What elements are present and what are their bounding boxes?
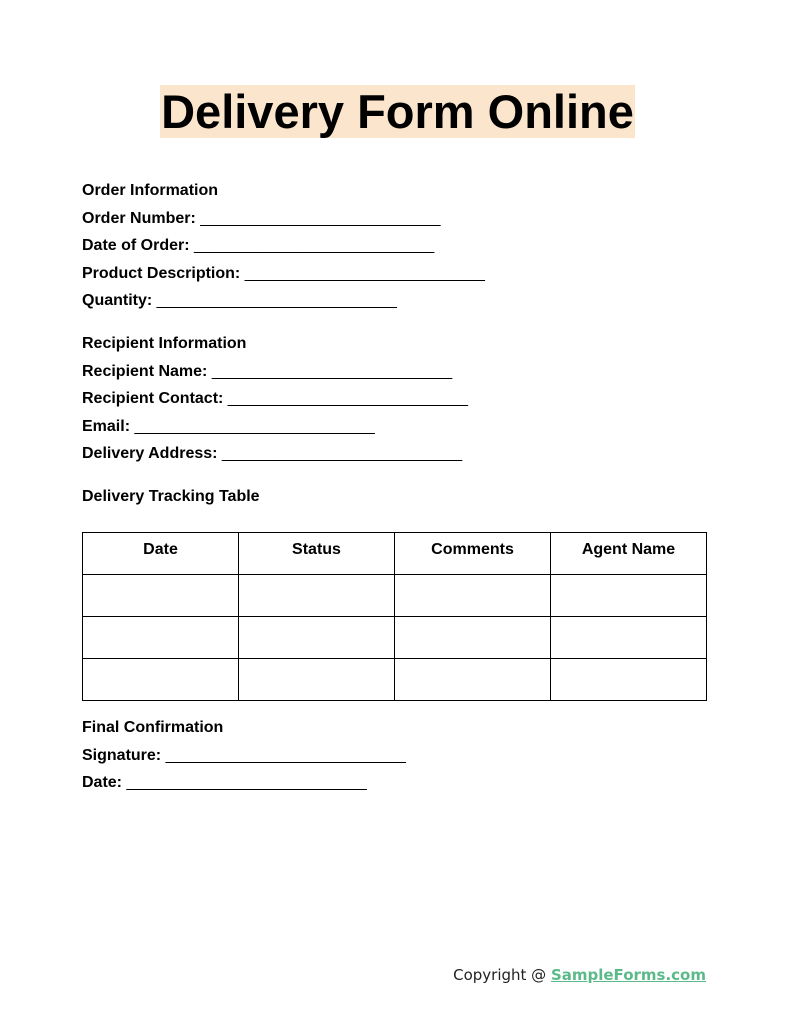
field-blank[interactable]: ___________________________ — [194, 237, 435, 255]
field-label: Quantity: — [82, 292, 153, 310]
table-cell[interactable] — [83, 575, 239, 617]
table-cell[interactable] — [239, 575, 395, 617]
field-quantity[interactable] — [82, 290, 707, 318]
field-delivery-address[interactable] — [82, 443, 707, 471]
field-label: Order Number: — [82, 209, 196, 227]
table-cell[interactable] — [239, 659, 395, 701]
field-confirmation-date[interactable] — [82, 772, 406, 800]
field-date-of-order[interactable] — [82, 235, 707, 263]
section-heading-order: Order Information — [82, 182, 219, 199]
field-recipient-contact[interactable] — [82, 388, 707, 416]
table-cell[interactable] — [83, 617, 239, 659]
page-title: Delivery Form Online — [161, 85, 634, 138]
field-signature[interactable] — [82, 745, 406, 773]
field-label: Email: — [82, 417, 131, 435]
field-blank[interactable]: ___________________________ — [165, 746, 406, 764]
copyright-footer — [453, 966, 706, 984]
form-body — [82, 180, 707, 514]
field-blank[interactable]: ___________________________ — [126, 774, 367, 792]
field-label: Product Description: — [82, 264, 241, 282]
section-heading-recipient: Recipient Information — [82, 334, 247, 352]
title-container — [0, 85, 795, 138]
field-blank[interactable]: ___________________________ — [244, 264, 485, 282]
table-cell[interactable] — [395, 575, 551, 617]
field-product-description[interactable] — [82, 263, 707, 291]
field-blank[interactable]: ___________________________ — [134, 417, 375, 435]
field-recipient-name[interactable] — [82, 361, 707, 389]
table-cell[interactable] — [395, 617, 551, 659]
table-cell[interactable] — [551, 659, 707, 701]
copyright-text: Copyright @ — [453, 966, 551, 984]
table-row — [83, 575, 707, 617]
field-label: Recipient Contact: — [82, 390, 224, 408]
field-blank[interactable]: ___________________________ — [221, 445, 463, 463]
table-header-row — [83, 533, 707, 575]
table-cell[interactable] — [83, 659, 239, 701]
table-cell[interactable] — [395, 659, 551, 701]
field-blank[interactable]: ___________________________ — [156, 292, 397, 310]
field-blank[interactable]: ___________________________ — [211, 362, 453, 380]
table-cell[interactable] — [239, 617, 395, 659]
field-label: Date of Order: — [82, 237, 190, 255]
sampleforms-link[interactable]: SampleForms.com — [550, 966, 706, 984]
field-blank[interactable]: ___________________________ — [227, 390, 469, 408]
field-blank[interactable]: ___________________________ — [200, 209, 441, 227]
column-header-status: Status — [239, 533, 395, 575]
table-row — [83, 659, 707, 701]
section-heading-final: Final Confirmation — [82, 719, 224, 736]
final-confirmation-section — [82, 717, 406, 800]
spacer — [82, 318, 707, 333]
field-email[interactable] — [82, 416, 707, 444]
field-order-number[interactable] — [82, 208, 707, 236]
spacer — [82, 471, 707, 486]
column-header-agent-name: Agent Name — [551, 533, 707, 575]
section-heading-tracking: Delivery Tracking Table — [82, 487, 260, 505]
field-label: Delivery Address: — [82, 445, 218, 463]
field-label: Signature: — [82, 746, 162, 764]
delivery-tracking-table — [82, 532, 707, 701]
field-label: Recipient Name: — [82, 362, 208, 380]
column-header-comments: Comments — [395, 533, 551, 575]
column-header-date: Date — [83, 533, 239, 575]
table-cell[interactable] — [551, 617, 707, 659]
field-label: Date: — [82, 774, 123, 792]
table-cell[interactable] — [551, 575, 707, 617]
table-row — [83, 617, 707, 659]
